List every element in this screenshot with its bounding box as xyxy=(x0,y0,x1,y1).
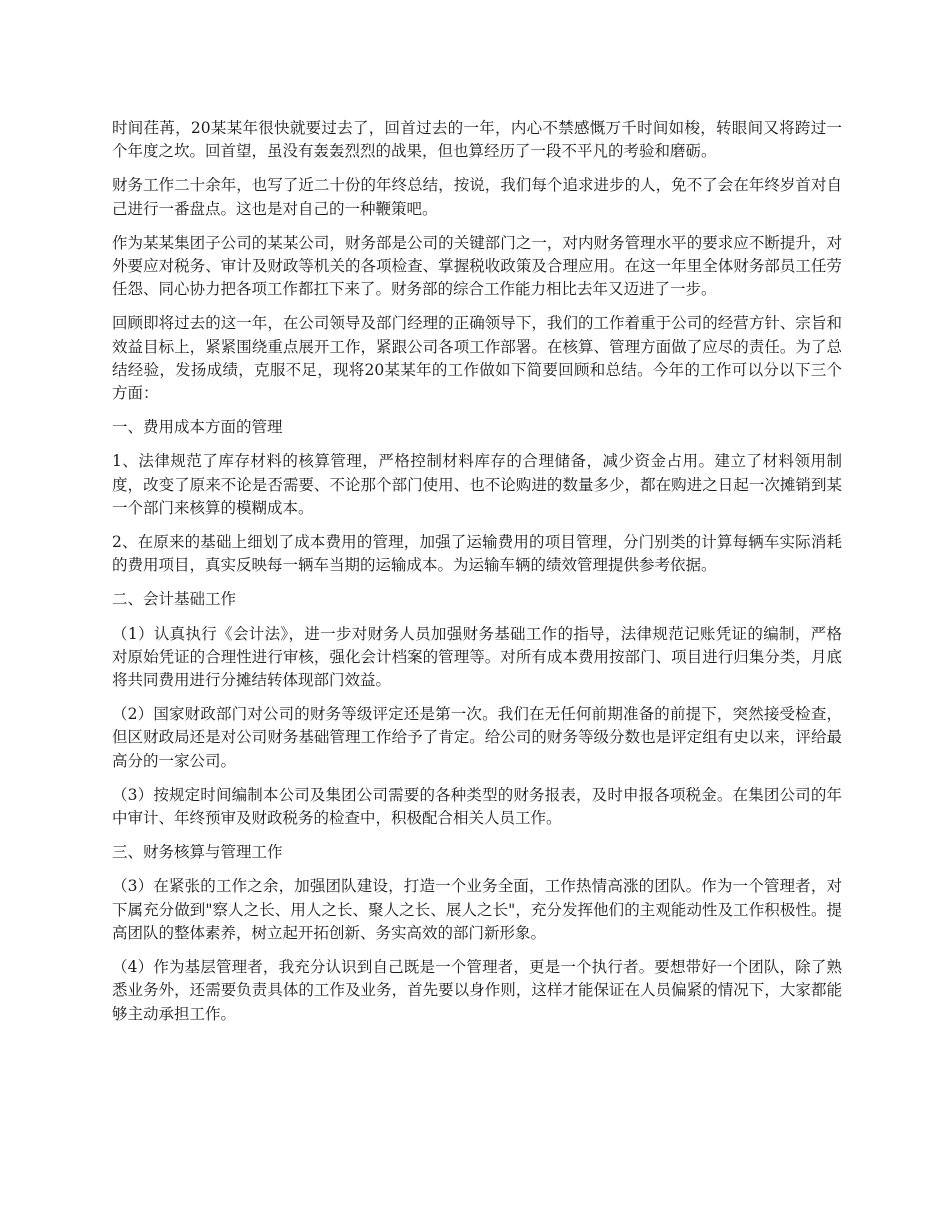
document-body xyxy=(112,117,842,1037)
paragraph-review: 回顾即将过去的这一年，在公司领导及部门经理的正确领导下，我们的工作着重于公司的经营方针、宗旨和效益目标上，紧紧围绕重点展开工作，紧跟公司各项工作部署。在核算、管理方面做了应尽的责任。为了总结经验，发扬成绩，克服不足，现将20某某年的工作做如下简要回顾和总结。今年的工作可以分以下三个方面： xyxy=(112,314,842,403)
paragraph-intro: 时间荏苒，20某某年很快就要过去了，回首过去的一年，内心不禁感慨万千时间如梭，转眼间又将跨过一个年度之坎。回首望，虽没有轰轰烈烈的战果，但也算经历了一段不平凡的考验和磨砺。 xyxy=(112,119,842,161)
section-heading-finance-management: 三、财务核算与管理工作 xyxy=(112,843,283,862)
section-heading-cost-management: 一、费用成本方面的管理 xyxy=(112,418,283,437)
paragraph-accounting-item-2: （2）国家财政部门对公司的财务等级评定还是第一次。我们在无任何前期准备的前提下，突然接受检查，但区财政局还是对公司财务基础管理工作给予了肯定。给公司的财务等级分数也是评定组有史以来，评给最高分的一家公司。 xyxy=(112,705,842,770)
section-heading-accounting-basics: 二、会计基础工作 xyxy=(112,590,237,609)
paragraph-accounting-item-3: （3）按规定时间编制本公司及集团公司需要的各种类型的财务报表，及时申报各项税金。在集团公司的年中审计、年终预审及财政税务的检查中，积极配合相关人员工作。 xyxy=(112,785,842,828)
paragraph-cost-item-1: 1、法律规范了库存材料的核算管理，严格控制材料库存的合理储备，减少资金占用。建立了材料领用制度，改变了原来不论是否需要、不论那个部门使用、也不论购进的数量多少，都在购进之日起一次摊销到某一个部门来核算的模糊成本。 xyxy=(112,452,842,517)
paragraph-management-item-4: （4）作为基层管理者，我充分认识到自己既是一个管理者，更是一个执行者。要想带好一个团队，除了熟悉业务外，还需要负责具体的工作及业务，首先要以身作则，这样才能保证在人员偏紧的情况下，大家都能够主动承担工作。 xyxy=(112,958,842,1023)
paragraph-cost-item-2: 2、在原来的基础上细划了成本费用的管理，加强了运输费用的项目管理，分门别类的计算每辆车实际消耗的费用项目，真实反映每一辆车当期的运输成本。为运输车辆的绩效管理提供参考依据。 xyxy=(112,533,842,575)
paragraph-management-item-3: （3）在紧张的工作之余，加强团队建设，打造一个业务全面，工作热情高涨的团队。作为一个管理者，对下属充分做到"察人之长、用人之长、聚人之长、展人之长"，充分发挥他们的主观能动性及工作积极性。提高团队的整体素养，树立起开拓创新、务实高效的部门新形象。 xyxy=(112,877,842,942)
paragraph-reflection: 财务工作二十余年，也写了近二十份的年终总结，按说，我们每个追求进步的人，免不了会在年终岁首对自己进行一番盘点。这也是对自己的一种鞭策吧。 xyxy=(112,176,842,218)
paragraph-department-role: 作为某某集团子公司的某某公司，财务部是公司的关键部门之一，对内财务管理水平的要求应不断提升，对外要应对税务、审计及财政等机关的各项检查、掌握税收政策及合理应用。在这一年里全体财务部员工任劳任怨、同心协力把各项工作都扛下来了。财务部的综合工作能力相比去年又迈进了一步。 xyxy=(112,233,842,299)
paragraph-accounting-item-1: （1）认真执行《会计法》，进一步对财务人员加强财务基础工作的指导，法律规范记账凭证的编制，严格对原始凭证的合理性进行审核，强化会计档案的管理等。对所有成本费用按部门、项目进行归集分类，月底将共同费用进行分摊结转体现部门效益。 xyxy=(112,624,842,690)
